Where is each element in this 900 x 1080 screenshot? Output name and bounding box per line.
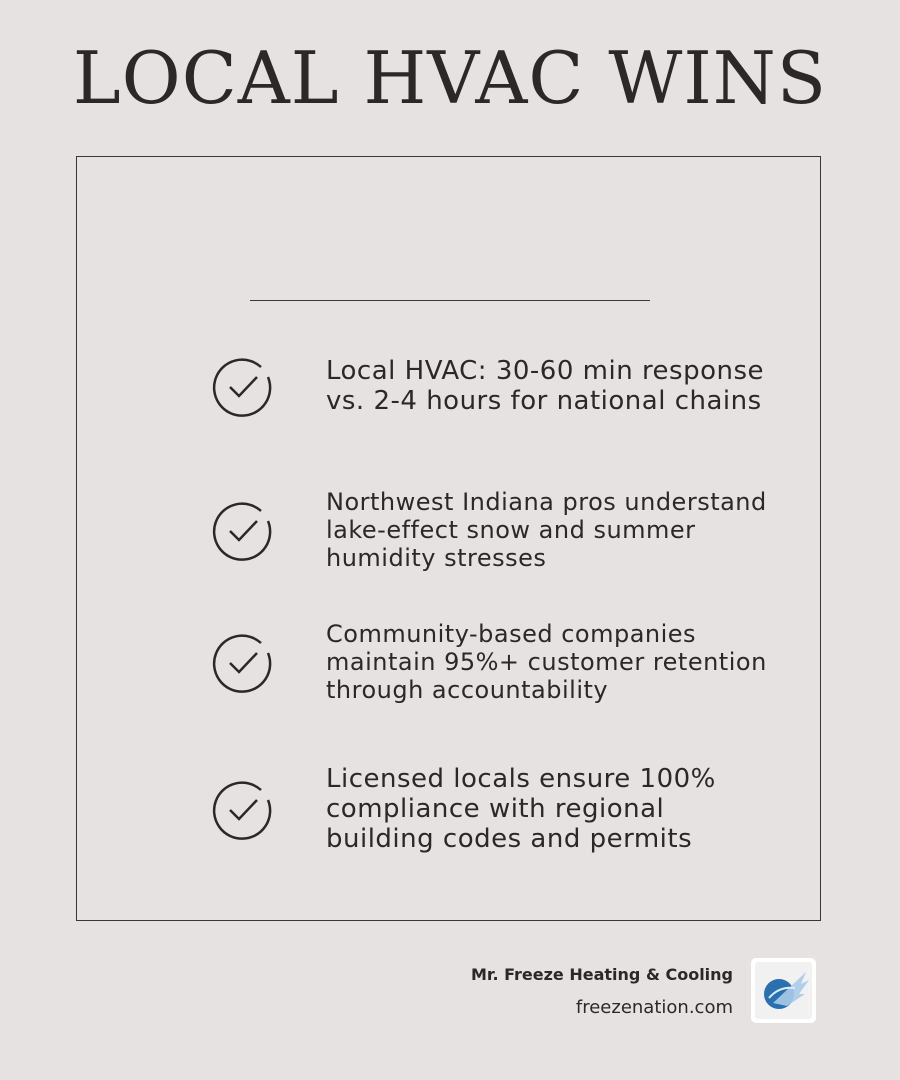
list-item	[212, 764, 772, 854]
check-circle-icon	[212, 499, 274, 561]
item-text: Local HVAC: 30-60 min response vs. 2-4 hours for national chains	[326, 356, 765, 416]
divider	[250, 300, 650, 301]
item-text: Northwest Indiana pros understand lake-effect snow and summer humidity stresses	[326, 488, 767, 572]
check-circle-icon	[212, 778, 274, 840]
list-item	[212, 355, 772, 417]
mr-freeze-logo-icon	[751, 958, 816, 1023]
list-item	[212, 620, 772, 704]
check-circle-icon	[212, 355, 274, 417]
item-text: Community-based companies maintain 95%+ customer retention through accountability	[326, 620, 767, 704]
page-title: LOCAL HVAC WINS	[72, 36, 828, 120]
company-name: Mr. Freeze Heating & Cooling	[470, 965, 733, 984]
list-item	[212, 488, 772, 572]
company-url: freezenation.com	[575, 997, 733, 1018]
item-text: Licensed locals ensure 100% compliance with regional building codes and permits	[326, 764, 716, 854]
check-circle-icon	[212, 631, 274, 693]
